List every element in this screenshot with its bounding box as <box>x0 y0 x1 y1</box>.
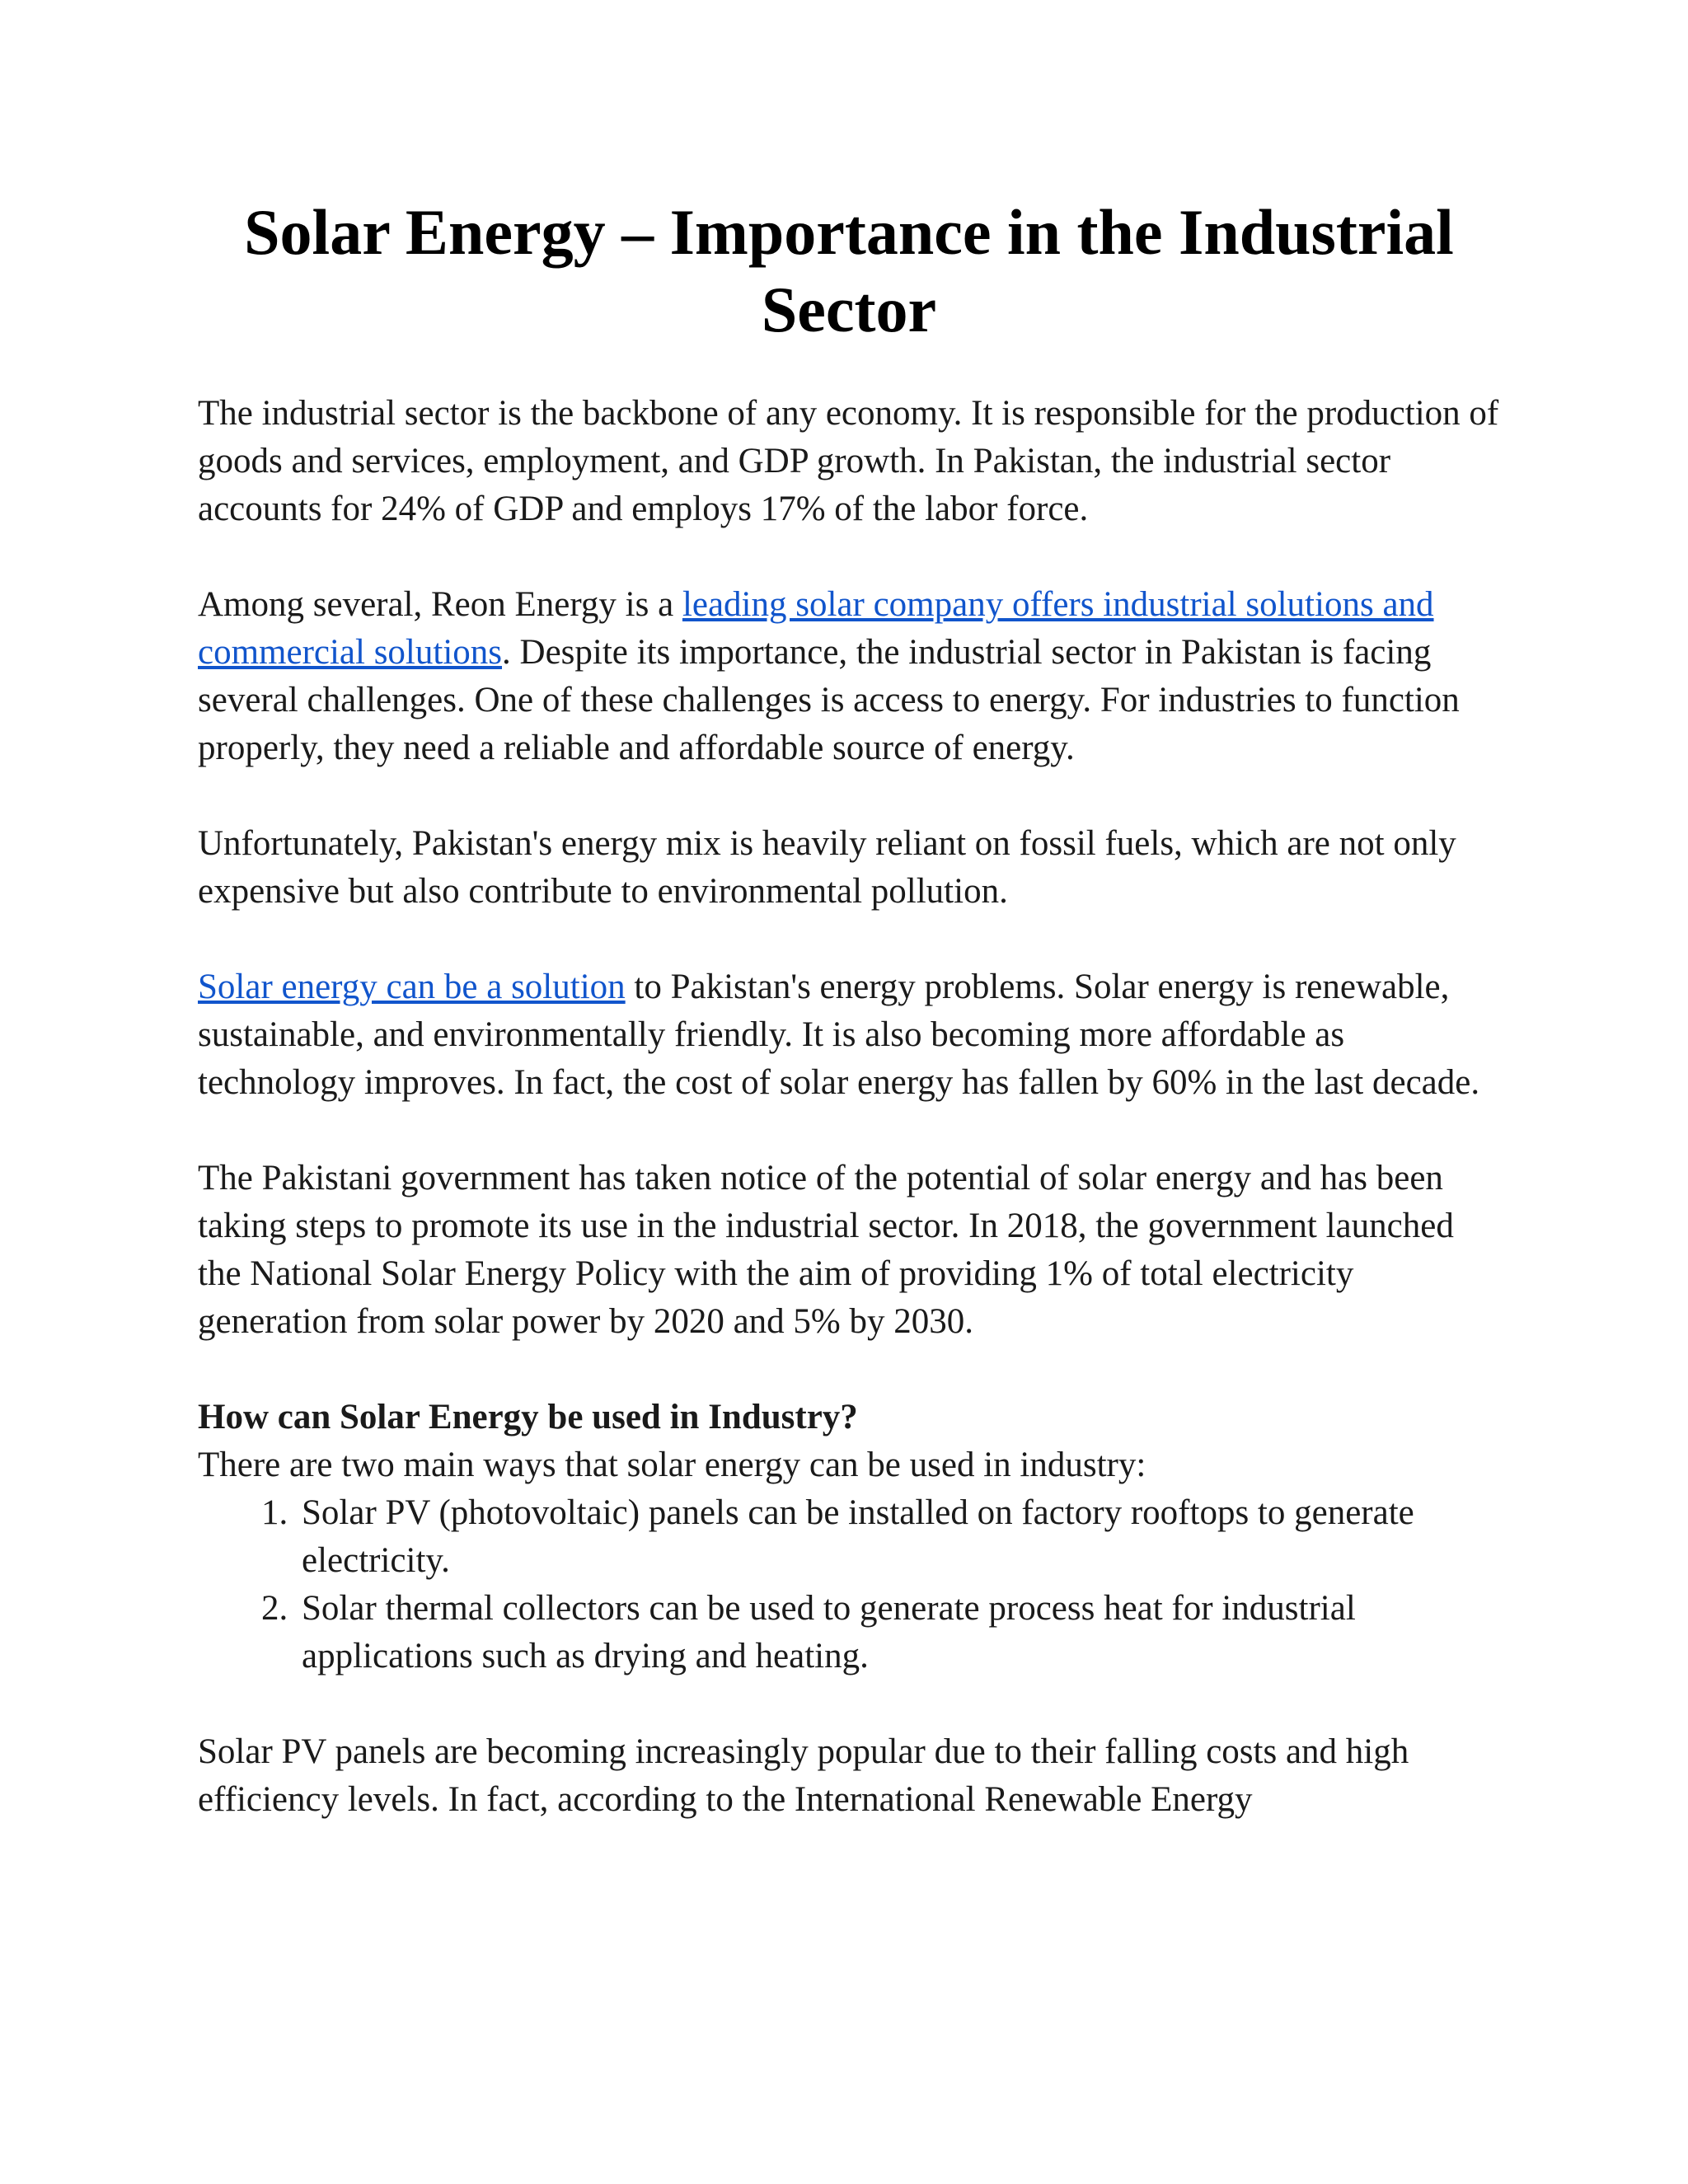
paragraph-reon-energy <box>198 581 1500 772</box>
paragraph-text: Among several, Reon Energy is a <box>198 585 682 624</box>
list-item: 1. Solar PV (photovoltaic) panels can be installed on factory rooftops to generate electricity. <box>297 1489 1500 1585</box>
solar-energy-solution-link[interactable]: Solar energy can be a solution <box>198 968 626 1006</box>
paragraph-solar-solution <box>198 963 1500 1107</box>
document-page <box>198 194 1500 1824</box>
paragraph-fossil-fuels: Unfortunately, Pakistan's energy mix is heavily reliant on fossil fuels, which are not only expensive but also contribute to environmental pollution. <box>198 824 1456 911</box>
leading-solar-company-link[interactable]: leading solar company offers industrial solutions and commercial solutions <box>198 585 1434 672</box>
page-title: Solar Energy – Importance in the Industrial Sector <box>244 196 1454 345</box>
paragraph-government-policy: The Pakistani government has taken notice of the potential of solar energy and has been taking steps to promote its use in the industrial sector. In 2018, the government launched the National Solar Energy Policy with the aim of providing 1% of total electricity generation from solar power by 2020 and 5% by 2030. <box>198 1159 1454 1341</box>
paragraph-text: . Despite its importance, the industrial sector in Pakistan is facing several challenges. One of these challenges is access to energy. For industries to function properly, they need a reliable and affordable source of energy. <box>198 633 1460 767</box>
section-heading: How can Solar Energy be used in Industry? <box>198 1398 858 1436</box>
paragraph-solar-pv: Solar PV panels are becoming increasingly popular due to their falling costs and high efficiency levels. In fact, according to the International Renewable Energy <box>198 1732 1409 1819</box>
paragraph-text: to Pakistan's energy problems. Solar energy is renewable, sustainable, and environmentally friendly. It is also becoming more affordable as technology improves. In fact, the cost of solar energy has fallen by 60% in the last decade. <box>198 968 1480 1102</box>
paragraph-industrial-sector: The industrial sector is the backbone of any economy. It is responsible for the production of goods and services, employment, and GDP growth. In Pakistan, the industrial sector accounts for 24% of GDP and employs 17% of the labor force. <box>198 394 1499 528</box>
ways-list <box>198 1489 1500 1680</box>
section-lead: There are two main ways that solar energy can be used in industry: <box>198 1446 1146 1484</box>
list-item: 2. Solar thermal collectors can be used to generate process heat for industrial applications such as drying and heating. <box>297 1585 1500 1680</box>
